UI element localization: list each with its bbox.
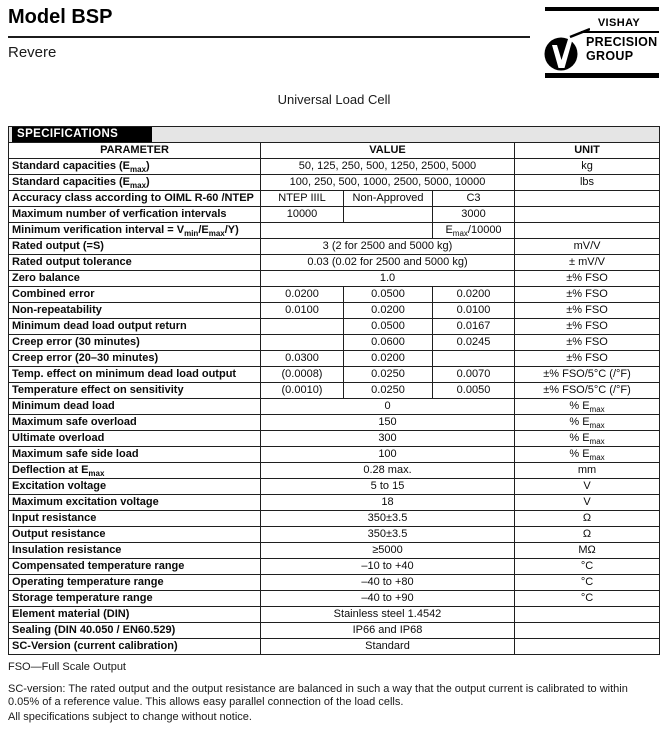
page-title: Model BSP (8, 6, 113, 28)
value-cell: 18 (261, 495, 515, 511)
value-cell: 0.0100 (433, 303, 515, 319)
parameter-cell: Input resistance (9, 511, 261, 527)
table-row (9, 175, 660, 191)
value-cell (344, 207, 433, 223)
vishay-v-icon (542, 27, 590, 75)
parameter-cell: Rated output tolerance (9, 255, 261, 271)
table-row (9, 415, 660, 431)
section-header-cell (9, 127, 660, 143)
value-cell: –40 to +90 (261, 591, 515, 607)
parameter-cell: Storage temperature range (9, 591, 261, 607)
table-row (9, 639, 660, 655)
unit-cell (515, 623, 660, 639)
parameter-cell: Sealing (DIN 40.050 / EN60.529) (9, 623, 261, 639)
value-cell: C3 (433, 191, 515, 207)
unit-cell: Ω (515, 511, 660, 527)
value-cell: 0.0070 (433, 367, 515, 383)
value-cell: 0.0250 (344, 367, 433, 383)
sc-version-note: SC-version: The rated output and the output resistance are balanced in such a way that the output current is calibrated to within 0.05% of a reference value. This allows easy parallel connection of the load cells. (8, 683, 628, 708)
table-row (9, 527, 660, 543)
logo-group-text: GROUP (586, 49, 634, 63)
value-cell: –10 to +40 (261, 559, 515, 575)
table-row (9, 287, 660, 303)
parameter-cell: SC-Version (current calibration) (9, 639, 261, 655)
table-row (9, 367, 660, 383)
unit-cell: MΩ (515, 543, 660, 559)
unit-cell: kg (515, 159, 660, 175)
parameter-cell: Element material (DIN) (9, 607, 261, 623)
parameter-cell: Minimum dead load (9, 399, 261, 415)
value-cell: IP66 and IP68 (261, 623, 515, 639)
table-row (9, 303, 660, 319)
unit-cell: mm (515, 463, 660, 479)
parameter-cell: Temp. effect on minimum dead load output (9, 367, 261, 383)
table-row (9, 383, 660, 399)
column-header-value: VALUE (261, 143, 515, 159)
parameter-cell: Deflection at $E_{max}$ (9, 463, 261, 479)
unit-cell: °C (515, 559, 660, 575)
value-cell: 100, 250, 500, 1000, 2500, 5000, 10000 (261, 175, 515, 191)
table-row (9, 351, 660, 367)
unit-cell (515, 639, 660, 655)
unit-cell: ±% FSO (515, 351, 660, 367)
unit-cell: % $E_{max}$ (515, 447, 660, 463)
column-header-parameter: PARAMETER (9, 143, 261, 159)
value-cell: 3000 (433, 207, 515, 223)
value-cell: Stainless steel 1.4542 (261, 607, 515, 623)
logo-bottom-bar (545, 73, 659, 78)
unit-cell: °C (515, 591, 660, 607)
value-cell: Non-Approved (344, 191, 433, 207)
parameter-cell: Combined error (9, 287, 261, 303)
logo-top-bar (545, 7, 659, 11)
parameter-cell: Excitation voltage (9, 479, 261, 495)
parameter-cell: Minimum verification interval = $V_{min}/E_{max}/Y$) (9, 223, 261, 239)
value-cell: 0.0167 (433, 319, 515, 335)
table-row (9, 271, 660, 287)
parameter-cell: Creep error (20–30 minutes) (9, 351, 261, 367)
unit-cell: Ω (515, 527, 660, 543)
table-row (9, 495, 660, 511)
unit-cell: V (515, 479, 660, 495)
parameter-cell: Temperature effect on sensitivity (9, 383, 261, 399)
table-row (9, 207, 660, 223)
fso-note: FSO—Full Scale Output (8, 661, 126, 673)
value-cell: 100 (261, 447, 515, 463)
section-title: SPECIFICATIONS (12, 127, 152, 142)
table-row (9, 511, 660, 527)
value-cell: 10000 (261, 207, 344, 223)
unit-cell (515, 207, 660, 223)
unit-cell: °C (515, 575, 660, 591)
section-header-row (9, 127, 660, 143)
value-cell: 0.0600 (344, 335, 433, 351)
value-cell: 0.28 max. (261, 463, 515, 479)
parameter-cell: Non-repeatability (9, 303, 261, 319)
unit-cell (515, 191, 660, 207)
value-cell: $E_{max}/10000$ (433, 223, 515, 239)
unit-cell: V (515, 495, 660, 511)
value-cell: 1.0 (261, 271, 515, 287)
value-cell: 0.0200 (344, 351, 433, 367)
table-row (9, 463, 660, 479)
value-cell: 300 (261, 431, 515, 447)
parameter-cell: Standard capacities $(E_{max})$ (9, 175, 261, 191)
value-cell: 50, 125, 250, 500, 1250, 2500, 5000 (261, 159, 515, 175)
unit-cell: % $E_{max}$ (515, 399, 660, 415)
value-cell: 0.0200 (344, 303, 433, 319)
value-cell: 0.0100 (261, 303, 344, 319)
table-row (9, 607, 660, 623)
value-cell: 0.0050 (433, 383, 515, 399)
parameter-cell: Maximum safe overload (9, 415, 261, 431)
table-row (9, 319, 660, 335)
column-header-unit: UNIT (515, 143, 660, 159)
value-cell: 0.0200 (433, 287, 515, 303)
value-cell: 150 (261, 415, 515, 431)
unit-cell: ±% FSO/5°C (/°F) (515, 383, 660, 399)
parameter-cell: Rated output (=S) (9, 239, 261, 255)
value-cell: –40 to +80 (261, 575, 515, 591)
value-cell: 0 (261, 399, 515, 415)
value-cell: 3 (2 for 2500 and 5000 kg) (261, 239, 515, 255)
logo-vishay-text: VISHAY (597, 17, 641, 29)
unit-cell (515, 223, 660, 239)
value-cell: 0.0245 (433, 335, 515, 351)
parameter-cell: Maximum excitation voltage (9, 495, 261, 511)
value-cell: 350±3.5 (261, 511, 515, 527)
value-cell (261, 335, 344, 351)
disclaimer-note: All specifications subject to change without notice. (8, 711, 252, 723)
table-row (9, 575, 660, 591)
parameter-cell: Maximum safe side load (9, 447, 261, 463)
table-row (9, 159, 660, 175)
parameter-cell: Output resistance (9, 527, 261, 543)
table-row (9, 431, 660, 447)
unit-cell: ±% FSO (515, 303, 660, 319)
table-row (9, 191, 660, 207)
value-cell: (0.0008) (261, 367, 344, 383)
table-row (9, 239, 660, 255)
unit-cell: ±% FSO/5°C (/°F) (515, 367, 660, 383)
value-cell: ≥5000 (261, 543, 515, 559)
value-cell: 0.0500 (344, 287, 433, 303)
parameter-cell: Standard capacities $(E_{max})$ (9, 159, 261, 175)
value-cell: 0.0250 (344, 383, 433, 399)
table-row (9, 559, 660, 575)
table-row (9, 623, 660, 639)
table-row (9, 399, 660, 415)
parameter-cell: Ultimate overload (9, 431, 261, 447)
table-row (9, 255, 660, 271)
table-row (9, 335, 660, 351)
table-row (9, 591, 660, 607)
value-cell: 0.03 (0.02 for 2500 and 5000 kg) (261, 255, 515, 271)
parameter-cell: Maximum number of verfication intervals (9, 207, 261, 223)
brand-name: Revere (8, 44, 57, 61)
logo-rule (581, 31, 659, 33)
table-row (9, 447, 660, 463)
value-cell: (0.0010) (261, 383, 344, 399)
table-row (9, 479, 660, 495)
parameter-cell: Creep error (30 minutes) (9, 335, 261, 351)
parameter-cell: Zero balance (9, 271, 261, 287)
unit-cell: ±% FSO (515, 319, 660, 335)
value-cell: 0.0200 (261, 287, 344, 303)
column-header-row (9, 143, 660, 159)
product-subtitle: Universal Load Cell (277, 92, 391, 107)
parameter-cell: Compensated temperature range (9, 559, 261, 575)
logo-precision-text: PRECISION (586, 35, 658, 49)
unit-cell (515, 607, 660, 623)
unit-cell: % $E_{max}$ (515, 415, 660, 431)
unit-cell: ±% FSO (515, 271, 660, 287)
unit-cell: lbs (515, 175, 660, 191)
specifications-table (8, 126, 660, 655)
unit-cell: ±% FSO (515, 287, 660, 303)
unit-cell: ± mV/V (515, 255, 660, 271)
vishay-logo (545, 7, 659, 85)
value-cell: 0.0500 (344, 319, 433, 335)
parameter-cell: Insulation resistance (9, 543, 261, 559)
table-row (9, 543, 660, 559)
value-cell: Standard (261, 639, 515, 655)
title-divider (8, 36, 530, 38)
value-cell: 0.0300 (261, 351, 344, 367)
unit-cell: ±% FSO (515, 335, 660, 351)
value-cell (261, 223, 433, 239)
table-row (9, 223, 660, 239)
unit-cell: % $E_{max}$ (515, 431, 660, 447)
parameter-cell: Accuracy class according to OIML R-60 /NTEP (9, 191, 261, 207)
value-cell (261, 319, 344, 335)
value-cell: NTEP IIIL (261, 191, 344, 207)
unit-cell: mV/V (515, 239, 660, 255)
parameter-cell: Minimum dead load output return (9, 319, 261, 335)
parameter-cell: Operating temperature range (9, 575, 261, 591)
value-cell: 350±3.5 (261, 527, 515, 543)
value-cell: 5 to 15 (261, 479, 515, 495)
value-cell (433, 351, 515, 367)
